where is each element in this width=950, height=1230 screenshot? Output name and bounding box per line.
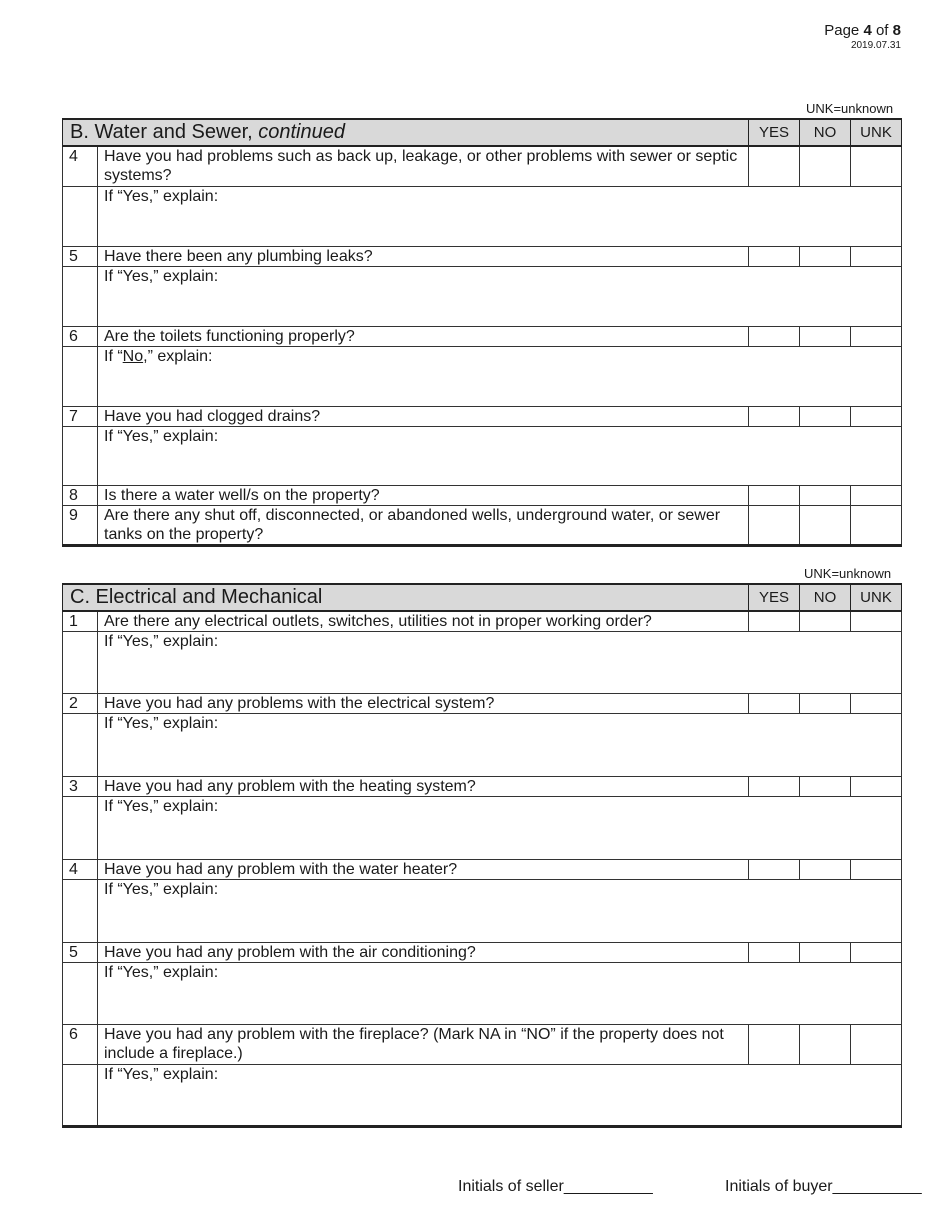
answer-no-checkbox[interactable]: [800, 1025, 851, 1065]
page-label: Page: [824, 22, 860, 39]
col-unk-header: UNK: [851, 584, 902, 611]
question-text: Have you had any problems with the electrical system?: [98, 694, 749, 714]
question-row-b9: [63, 505, 902, 545]
explain-row-c6: [63, 1065, 902, 1127]
question-text: Have you had clogged drains?: [98, 406, 749, 426]
explain-underlined-word: No: [122, 347, 144, 365]
explain-number-cell: [63, 346, 98, 406]
section-b-title-continued: continued: [258, 121, 345, 143]
answer-unk-checkbox[interactable]: [851, 611, 902, 632]
col-unk-header: UNK: [851, 119, 902, 146]
explain-row-b6: [63, 346, 902, 406]
explain-field[interactable]: If “Yes,” explain:: [98, 963, 902, 1025]
answer-yes-checkbox[interactable]: [749, 860, 800, 880]
explain-row-c1: [63, 632, 902, 694]
section-c-table: [62, 583, 902, 1128]
explain-field[interactable]: If “Yes,” explain:: [98, 714, 902, 777]
explain-row-c5: [63, 963, 902, 1025]
answer-unk-checkbox[interactable]: [851, 505, 902, 545]
question-text: Have you had any problem with the air conditioning?: [98, 943, 749, 963]
col-no-header: NO: [800, 119, 851, 146]
answer-no-checkbox[interactable]: [800, 246, 851, 266]
answer-no-checkbox[interactable]: [800, 694, 851, 714]
answer-yes-checkbox[interactable]: [749, 326, 800, 346]
question-row-c1: [63, 611, 902, 632]
question-text: Have you had any problem with the water heater?: [98, 860, 749, 880]
answer-yes-checkbox[interactable]: [749, 611, 800, 632]
answer-no-checkbox[interactable]: [800, 146, 851, 186]
explain-row-b7: [63, 426, 902, 485]
answer-no-checkbox[interactable]: [800, 860, 851, 880]
question-text: Are the toilets functioning properly?: [98, 326, 749, 346]
explain-number-cell: [63, 426, 98, 485]
answer-no-checkbox[interactable]: [800, 406, 851, 426]
explain-field[interactable]: If “Yes,” explain:: [98, 797, 902, 860]
answer-yes-checkbox[interactable]: [749, 777, 800, 797]
question-number: 9: [63, 505, 98, 545]
answer-unk-checkbox[interactable]: [851, 146, 902, 186]
question-text: Are there any electrical outlets, switches, utilities not in proper working order?: [98, 611, 749, 632]
section-b-title: [63, 119, 749, 146]
question-number: 4: [63, 860, 98, 880]
answer-no-checkbox[interactable]: [800, 485, 851, 505]
answer-unk-checkbox[interactable]: [851, 943, 902, 963]
answer-no-checkbox[interactable]: [800, 505, 851, 545]
seller-initials-field[interactable]: Initials of seller__________: [458, 1178, 653, 1195]
explain-number-cell: [63, 1065, 98, 1127]
answer-no-checkbox[interactable]: [800, 611, 851, 632]
question-row-b4: [63, 146, 902, 186]
page-total: 8: [892, 22, 901, 39]
explain-field[interactable]: [98, 346, 902, 406]
answer-yes-checkbox[interactable]: [749, 1025, 800, 1065]
question-number: 6: [63, 1025, 98, 1065]
explain-field[interactable]: If “Yes,” explain:: [98, 186, 902, 246]
question-number: 4: [63, 146, 98, 186]
answer-unk-checkbox[interactable]: [851, 246, 902, 266]
answer-yes-checkbox[interactable]: [749, 246, 800, 266]
explain-suffix: ,” explain:: [143, 347, 213, 365]
explain-field[interactable]: If “Yes,” explain:: [98, 426, 902, 485]
page-current: 4: [863, 22, 872, 39]
answer-no-checkbox[interactable]: [800, 943, 851, 963]
unk-legend-b: UNK=unknown: [806, 101, 894, 116]
explain-row-c2: [63, 714, 902, 777]
question-text: Have you had problems such as back up, leakage, or other problems with sewer or septic systems?: [98, 146, 749, 186]
answer-unk-checkbox[interactable]: [851, 860, 902, 880]
explain-number-cell: [63, 266, 98, 326]
buyer-initials-field[interactable]: Initials of buyer__________: [725, 1178, 922, 1195]
question-row-b5: [63, 246, 902, 266]
answer-no-checkbox[interactable]: [800, 777, 851, 797]
unk-legend-c: UNK=unknown: [804, 566, 892, 581]
answer-no-checkbox[interactable]: [800, 326, 851, 346]
section-b-title-main: B. Water and Sewer,: [70, 121, 259, 143]
question-number: 8: [63, 485, 98, 505]
answer-yes-checkbox[interactable]: [749, 943, 800, 963]
question-row-b8: [63, 485, 902, 505]
answer-yes-checkbox[interactable]: [749, 485, 800, 505]
explain-row-c4: [63, 880, 902, 943]
question-number: 1: [63, 611, 98, 632]
explain-field[interactable]: If “Yes,” explain:: [98, 632, 902, 694]
question-row-c4: [63, 860, 902, 880]
explain-number-cell: [63, 186, 98, 246]
answer-unk-checkbox[interactable]: [851, 326, 902, 346]
question-row-c6: [63, 1025, 902, 1065]
question-number: 3: [63, 777, 98, 797]
question-text: Have you had any problem with the fireplace? (Mark NA in “NO” if the property does not include a fireplace.): [98, 1025, 749, 1065]
page-number: [824, 22, 901, 39]
answer-yes-checkbox[interactable]: [749, 146, 800, 186]
explain-number-cell: [63, 880, 98, 943]
answer-unk-checkbox[interactable]: [851, 406, 902, 426]
question-number: 7: [63, 406, 98, 426]
answer-yes-checkbox[interactable]: [749, 505, 800, 545]
revision-date: 2019.07.31: [850, 40, 901, 51]
explain-number-cell: [63, 714, 98, 777]
explain-number-cell: [63, 963, 98, 1025]
question-row-b6: [63, 326, 902, 346]
explain-row-b4: [63, 186, 902, 246]
explain-number-cell: [63, 797, 98, 860]
answer-unk-checkbox[interactable]: [851, 1025, 902, 1065]
explain-field[interactable]: If “Yes,” explain:: [98, 1065, 902, 1127]
question-number: 5: [63, 943, 98, 963]
col-yes-header: YES: [749, 119, 800, 146]
question-row-c5: [63, 943, 902, 963]
page-of-label: of: [875, 22, 889, 39]
question-text: Are there any shut off, disconnected, or abandoned wells, underground water, or sewer tanks on the property?: [98, 505, 749, 545]
section-b-table: [62, 118, 902, 547]
answer-unk-checkbox[interactable]: [851, 694, 902, 714]
section-c-header: [63, 584, 902, 611]
answer-yes-checkbox[interactable]: [749, 406, 800, 426]
explain-row-b5: [63, 266, 902, 326]
question-text: Have there been any plumbing leaks?: [98, 246, 749, 266]
explain-row-c3: [63, 797, 902, 860]
answer-yes-checkbox[interactable]: [749, 694, 800, 714]
answer-unk-checkbox[interactable]: [851, 485, 902, 505]
col-no-header: NO: [800, 584, 851, 611]
question-number: 2: [63, 694, 98, 714]
question-number: 6: [63, 326, 98, 346]
explain-number-cell: [63, 632, 98, 694]
explain-field[interactable]: If “Yes,” explain:: [98, 266, 902, 326]
section-b-header: [63, 119, 902, 146]
question-text: Have you had any problem with the heating system?: [98, 777, 749, 797]
explain-prefix: If “: [104, 347, 123, 365]
question-row-b7: [63, 406, 902, 426]
section-c-title: C. Electrical and Mechanical: [63, 584, 749, 611]
col-yes-header: YES: [749, 584, 800, 611]
answer-unk-checkbox[interactable]: [851, 777, 902, 797]
question-number: 5: [63, 246, 98, 266]
question-row-c2: [63, 694, 902, 714]
explain-field[interactable]: If “Yes,” explain:: [98, 880, 902, 943]
question-text: Is there a water well/s on the property?: [98, 485, 749, 505]
question-row-c3: [63, 777, 902, 797]
